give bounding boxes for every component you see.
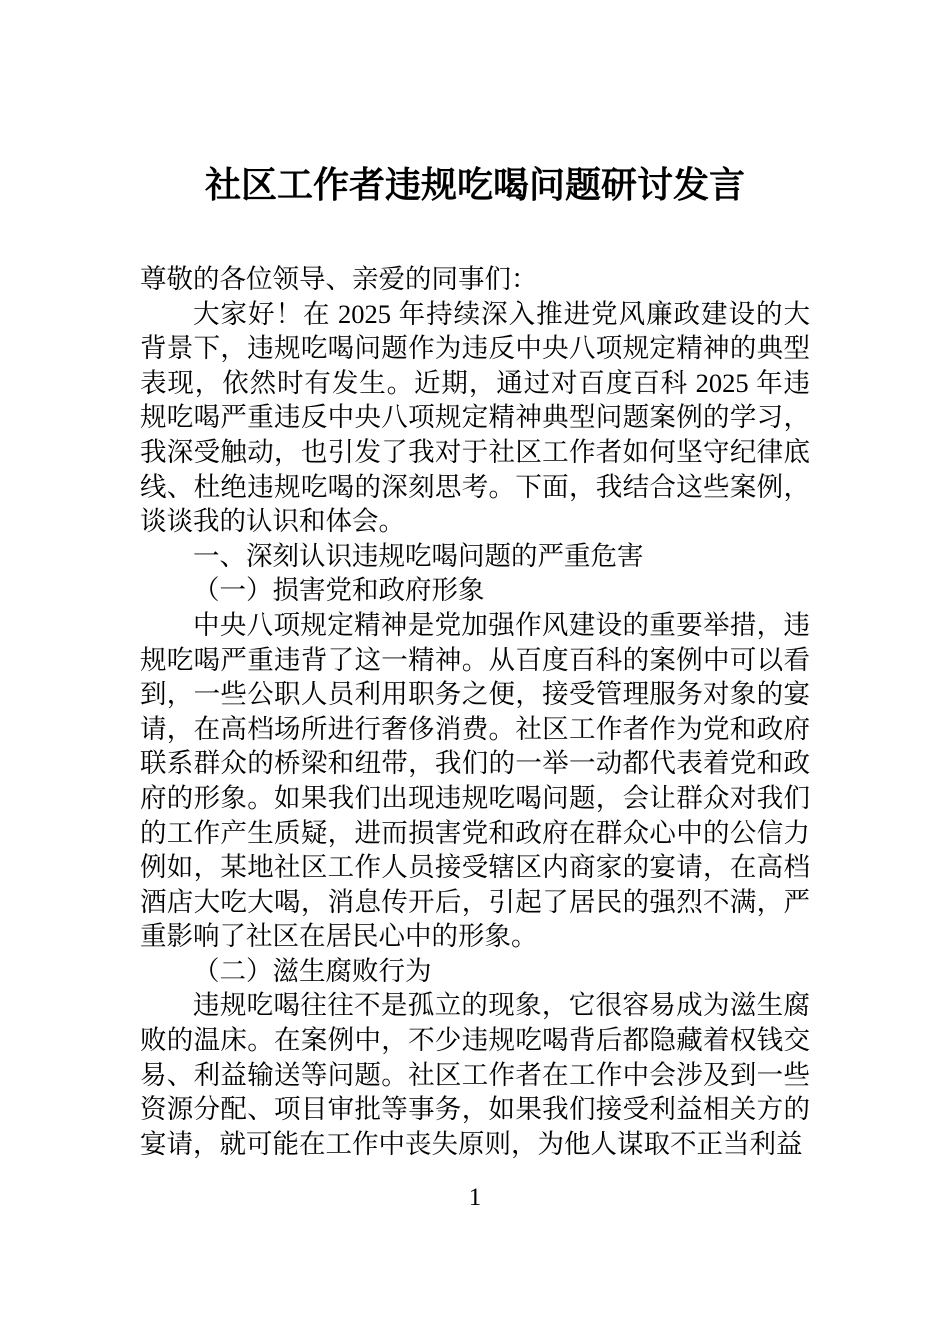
document-body xyxy=(140,262,810,1161)
body-paragraph: 中央八项规定精神是党加强作风建设的重要举措，违规吃喝严重违背了这一精神。从百度百科的案例中可以看到，一些公职人员利用职务之便，接受管理服务对象的宴请，在高档场所进行奢侈消费。社区工作者作为党和政府联系群众的桥梁和纽带，我们的一举一动都代表着党和政府的形象。如果我们出现违规吃喝问题，会让群众对我们的工作产生质疑，进而损害党和政府在群众心中的公信力例如，某地社区工作人员接受辖区内商家的宴请，在高档酒店大吃大喝，消息传开后，引起了居民的强烈不满，严重影响了社区在居民心中的形象。 xyxy=(140,609,810,952)
body-paragraph: 违规吃喝往往不是孤立的现象，它很容易成为滋生腐败的温床。在案例中，不少违规吃喝背后都隐藏着权钱交易、利益输送等问题。社区工作者在工作中会涉及到一些资源分配、项目审批等事务，如果我们接受利益相关方的宴请，就可能在工作中丧失原则，为他人谋取不正当利益 xyxy=(140,990,810,1159)
page-number: 1 xyxy=(468,1184,482,1211)
document-title: 社区工作者违规吃喝问题研讨发言 xyxy=(204,164,745,205)
section-heading: （二）滋生腐败行为 xyxy=(193,955,432,986)
paragraph-list xyxy=(140,297,810,1162)
salutation-line: 尊敬的各位领导、亲爱的同事们： xyxy=(140,264,538,294)
section-heading: （一）损害党和政府形象 xyxy=(193,575,485,606)
section-heading: 一、深刻认识违规吃喝问题的严重危害 xyxy=(193,540,644,571)
body-paragraph: 大家好！在 2025 年持续深入推进党风廉政建设的大背景下，违规吃喝问题作为违反中央八项规定精神的典型表现，依然时有发生。近期，通过对百度百科 2025 年违规吃喝严重违反中央八项规定精神典型问题案例的学习，我深受触动，也引发了我对于社区工作者如何坚守纪律底线、杜绝违规吃喝的深刻思考。下面，我结合这些案例，谈谈我的认识和体会。 xyxy=(140,298,810,537)
